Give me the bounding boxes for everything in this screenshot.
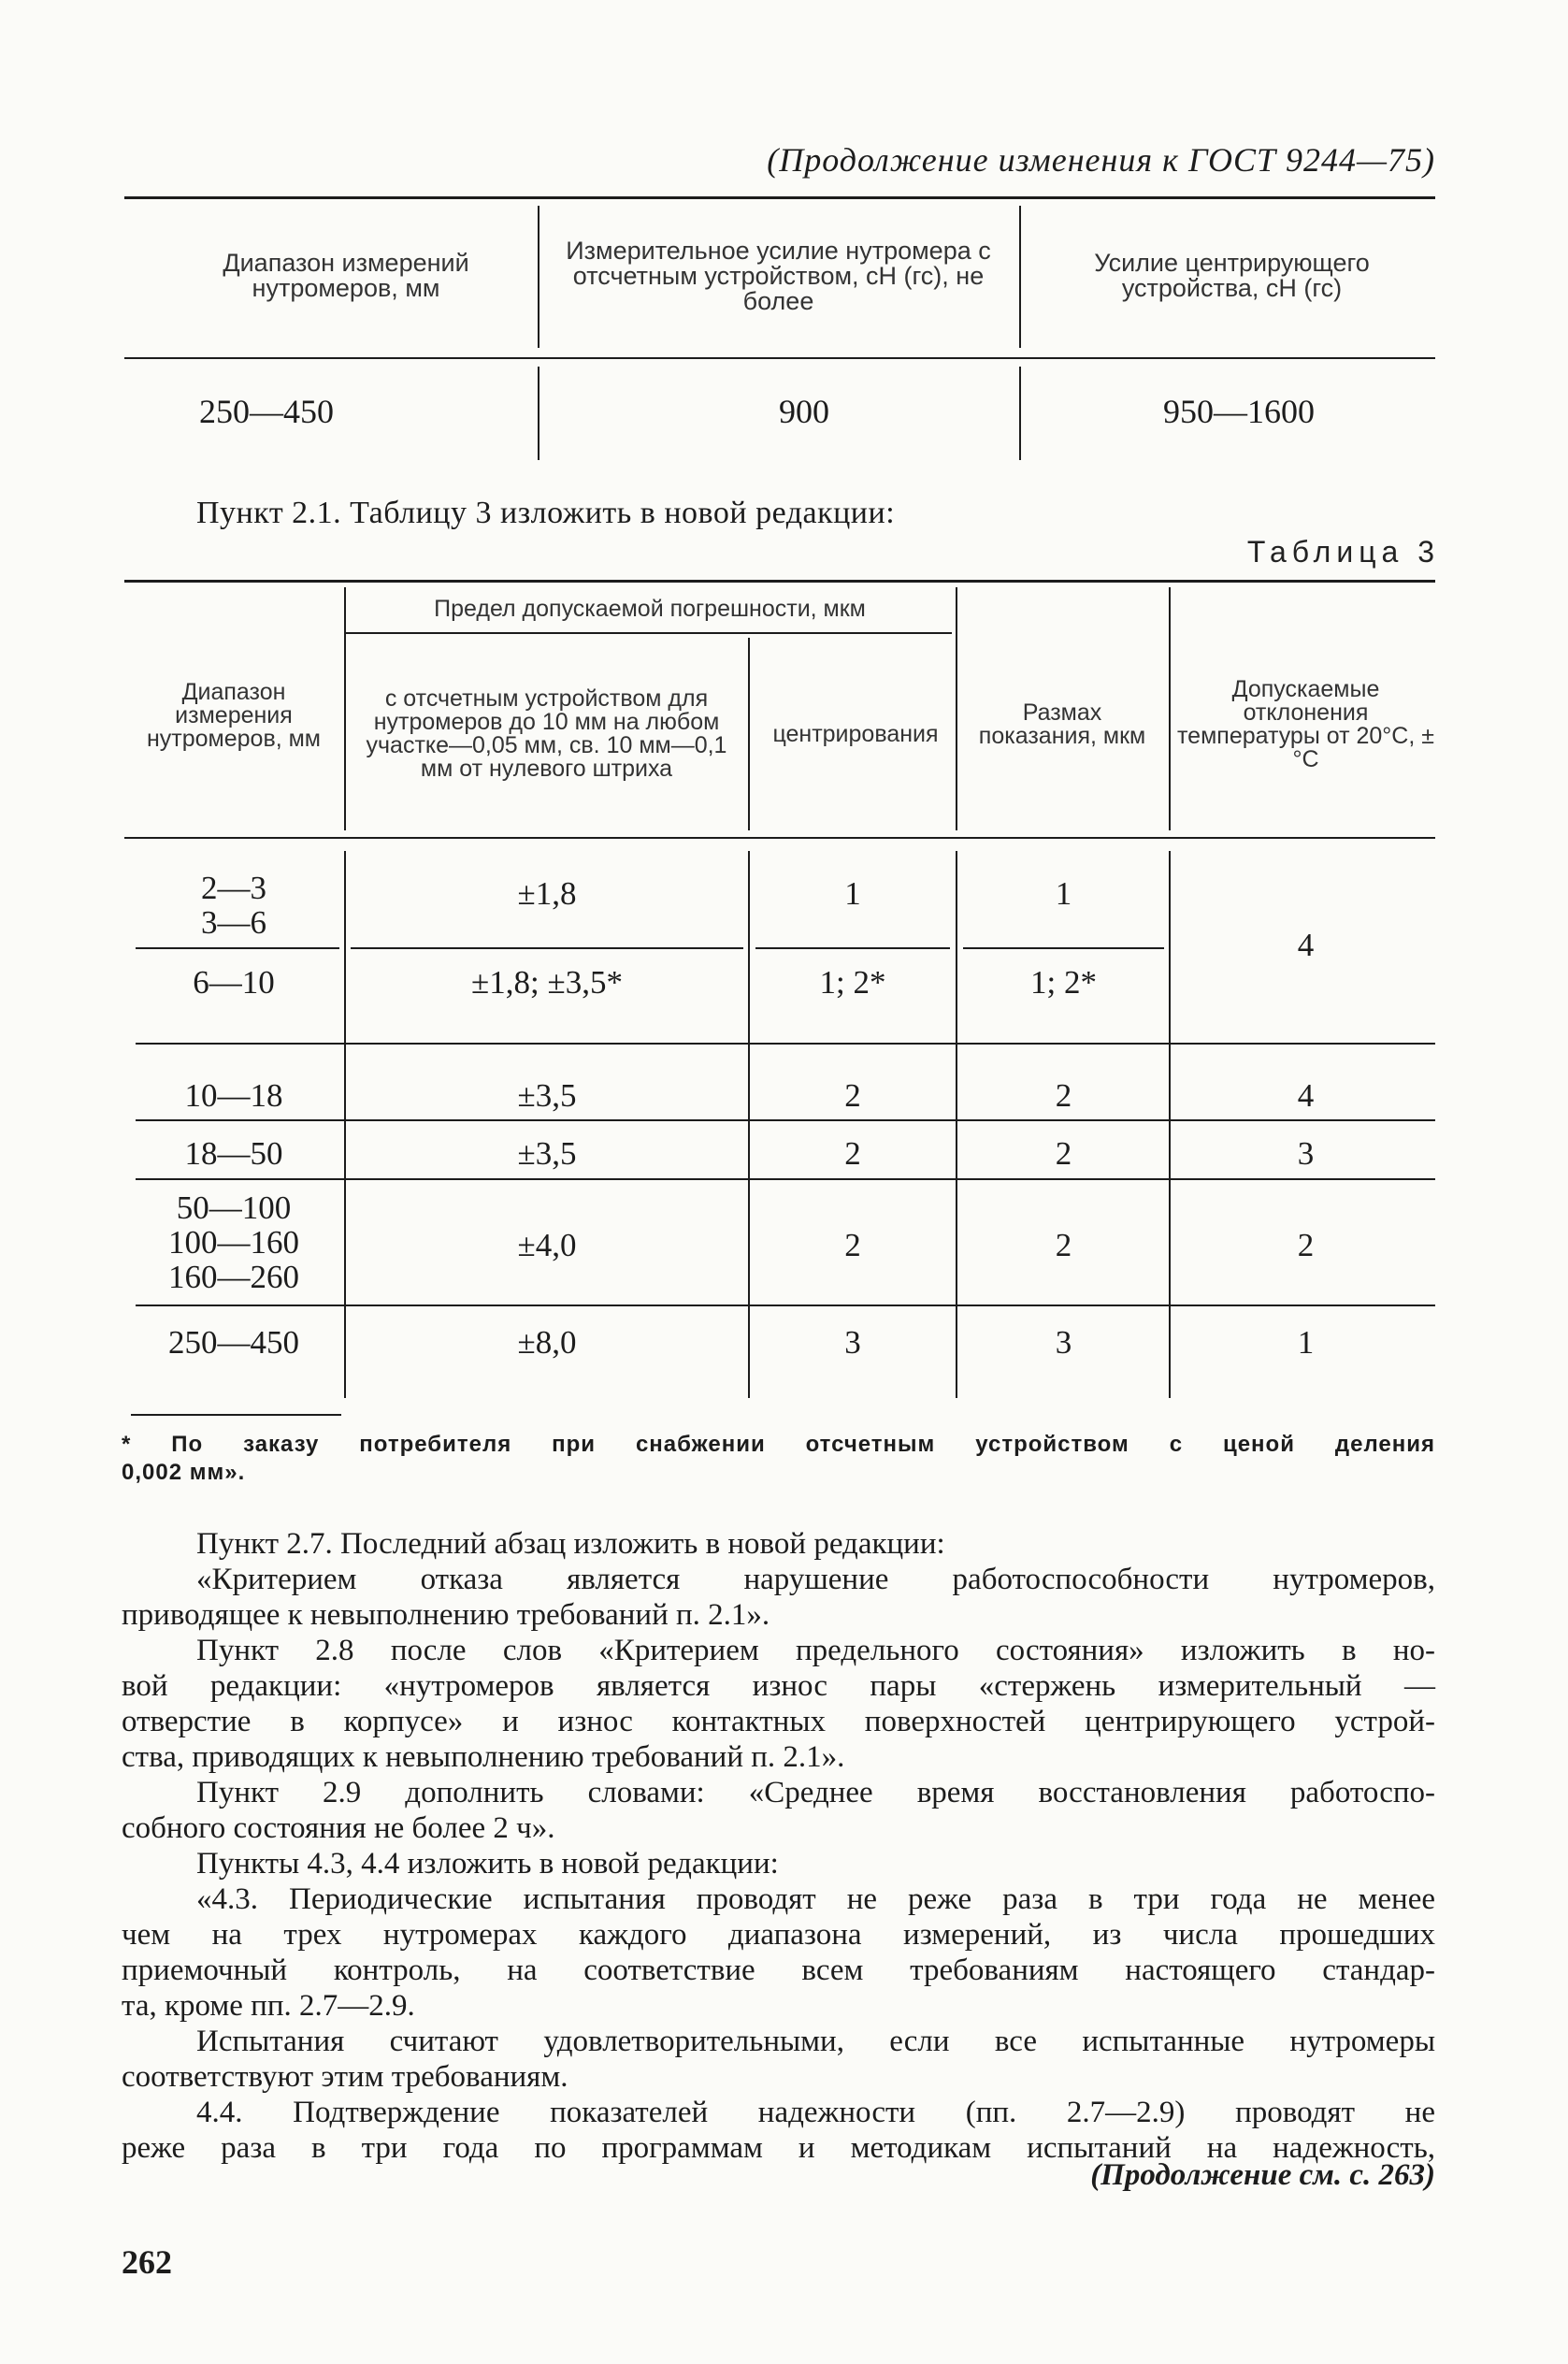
table-row-span: 3 [1055, 1323, 1072, 1361]
text-line: соответствуют этим требованиям. [122, 2060, 568, 2094]
text-line: отверстие в корпусе» и износ контактных поверхностей центрирующего устрой- [122, 1705, 1435, 1738]
punkt-2-1: Пункт 2.1. Таблицу 3 изложить в новой редакции: [196, 496, 896, 530]
table-row-centering: 1; 2* [819, 963, 886, 1001]
table-row-reading: ±3,5 [517, 1076, 577, 1114]
table3-header-rule [124, 837, 1435, 839]
text-line: Пункт 2.7. Последний абзац изложить в новой редакции: [196, 1527, 945, 1561]
page-number: 262 [122, 2243, 172, 2281]
table-row-range: 2—3 3—6 [201, 869, 266, 941]
table1-top-rule [124, 196, 1435, 199]
table-row-temp: 3 [1297, 1134, 1315, 1172]
table1-header-force: Измерительное усилие нутромера с отсчетным устройством, сН (гс), не более [566, 236, 991, 315]
group-header-rule [344, 632, 952, 634]
table-row-temp: 2 [1297, 1226, 1315, 1263]
text-line: «Критерием отказа является нарушение работоспособности нутромеров, [196, 1563, 1435, 1596]
page-header: (Продолжение изменения к ГОСТ 9244—75) [767, 141, 1435, 179]
text-line: чем на трех нутромерах каждого диапазона измерений, из числа прошедших [122, 1918, 1435, 1952]
footnote [122, 1431, 1435, 1487]
text-line: Пункт 2.9 дополнить словами: «Среднее время восстановления работоспо- [196, 1776, 1435, 1809]
table-row-temp: 1 [1297, 1323, 1315, 1361]
text-line: Испытания считают удовлетворительными, если все испытанные нутромеры [196, 2025, 1435, 2058]
table-row-centering: 2 [844, 1226, 861, 1263]
table-row-range: 250—450 [168, 1323, 299, 1361]
table-row-span: 2 [1055, 1076, 1072, 1114]
text-line: 4.4. Подтверждение показателей надежности (пп. 2.7—2.9) проводят не [196, 2096, 1435, 2129]
text-line: Пункты 4.3, 4.4 изложить в новой редакции: [196, 1847, 779, 1881]
table1-header-range: Диапазон измерений нутромеров, мм [223, 249, 469, 302]
text-line: «4.3. Периодические испытания проводят не реже раза в три года не менее [196, 1882, 1435, 1916]
table3-header-range: Диапазон измерения нутромеров, мм [146, 678, 321, 752]
text-line: та, кроме пп. 2.7—2.9. [122, 1989, 415, 2023]
table-row-temp-merged: 4 [1297, 926, 1315, 963]
continued-note: (Продолжение см. с. 263) [1090, 2158, 1435, 2192]
table3-caption: Таблица 3 [1246, 535, 1440, 569]
table3-header-reading: с отсчетным устройством для нутромеров до 10 мм на любом участке—0,05 мм, св. 10 мм—0,1 мм от нулевого штриха [366, 685, 727, 782]
table-row-span: 2 [1055, 1134, 1072, 1172]
table3-header-centering: центрирования [772, 720, 939, 747]
table1-cell-centering-force: 950—1600 [1163, 393, 1315, 430]
table-row-range: 10—18 [184, 1076, 283, 1114]
body-text [122, 1526, 1435, 2166]
text-line: приемочный контроль, на соответствие всем требованиям настоящего стандар- [122, 1953, 1435, 1987]
table-row-centering: 2 [844, 1076, 861, 1114]
table-row-range: 18—50 [184, 1134, 283, 1172]
table3-top-rule [124, 580, 1435, 583]
text-line: приводящее к невыполнению требований п. 2.1». [122, 1598, 770, 1632]
table-row-reading: ±1,8 [517, 874, 577, 912]
text-line: Пункт 2.8 после слов «Критерием предельного состояния» изложить в но- [196, 1634, 1435, 1667]
table1-cell-range: 250—450 [199, 393, 334, 430]
text-line: вой редакции: «нутромеров является износ пары «стержень измерительный — [122, 1669, 1435, 1703]
table-row-span: 1 [1055, 874, 1072, 912]
table-row-reading: ±3,5 [517, 1134, 577, 1172]
table-row-centering: 3 [844, 1323, 861, 1361]
table1-cell-force: 900 [779, 393, 829, 430]
table3-header-temp: Допускаемые отклонения температуры от 20°С, ±°С [1177, 676, 1434, 772]
table-row-reading: ±8,0 [517, 1323, 577, 1361]
text-line: собного состояния не более 2 ч». [122, 1811, 555, 1845]
footnote-line: 0,002 мм». [122, 1460, 246, 1485]
table-row-range: 6—10 [193, 963, 275, 1001]
table1-header-centering-force: Усилие центрирующего устройства, сН (гс) [1094, 249, 1370, 302]
table-row-temp: 4 [1297, 1076, 1315, 1114]
footnote-line: * По заказу потребителя при снабжении отсчетным устройством с ценой деления [122, 1432, 1435, 1457]
text-line: реже раза в три года по программам и методикам испытаний на надежность, [122, 2131, 1435, 2165]
table3-header-span: Размах показания, мкм [978, 699, 1146, 749]
table-row-reading: ±4,0 [517, 1226, 577, 1263]
text-line: ства, приводящих к невыполнению требований п. 2.1». [122, 1740, 845, 1774]
table1-header-rule [124, 357, 1435, 359]
table-row-centering: 2 [844, 1134, 861, 1172]
table-row-range: 50—100 100—160 160—260 [168, 1189, 299, 1295]
table-row-span: 2 [1055, 1226, 1072, 1263]
footnote-rule [131, 1414, 341, 1416]
table-row-span: 1; 2* [1030, 963, 1097, 1001]
table-row-reading: ±1,8; ±3,5* [471, 963, 623, 1001]
table3-group-header: Предел допускаемой погрешности, мкм [434, 595, 866, 622]
table-row-centering: 1 [844, 874, 861, 912]
